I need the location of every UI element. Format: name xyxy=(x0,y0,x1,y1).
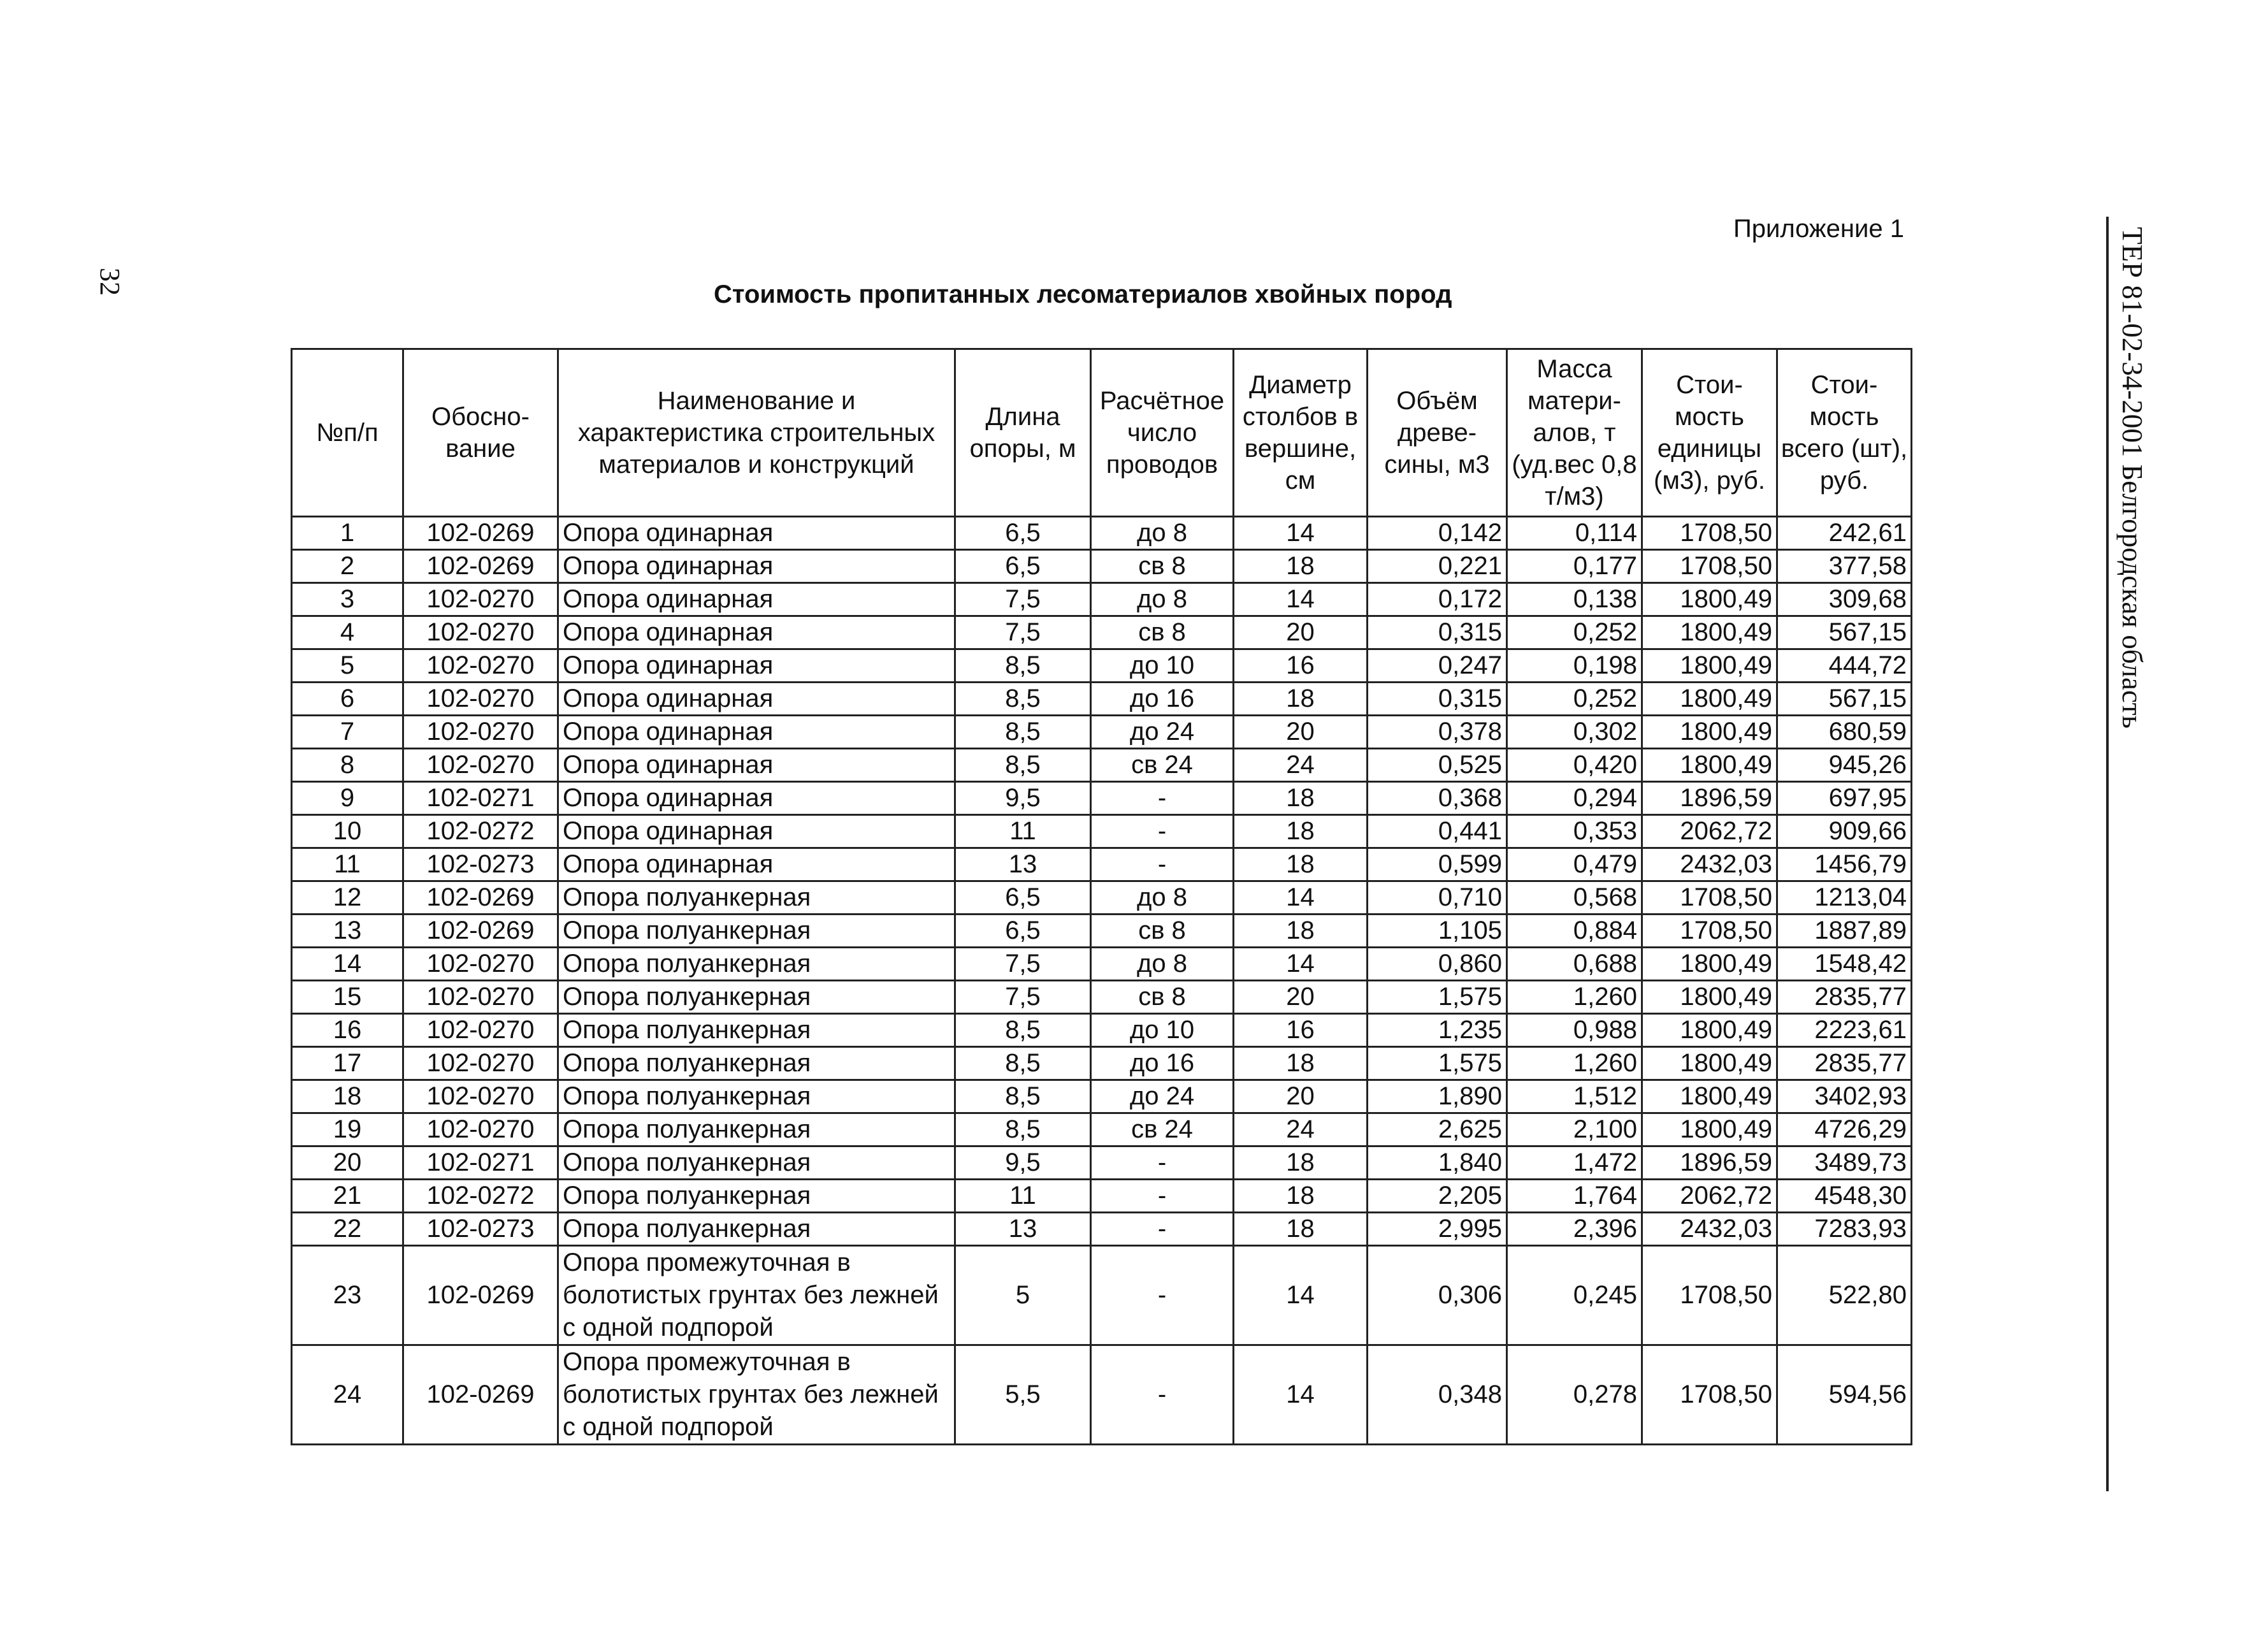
cell-basis: 102-0270 xyxy=(403,649,558,683)
cell-total-cost: 567,15 xyxy=(1777,683,1912,716)
cell-volume: 0,348 xyxy=(1368,1345,1507,1445)
header-num: №п/п xyxy=(292,349,403,517)
table-row xyxy=(292,1180,1912,1213)
cell-wires: - xyxy=(1091,1345,1234,1445)
cell-mass: 1,260 xyxy=(1507,981,1642,1014)
cell-basis: 102-0270 xyxy=(403,1113,558,1146)
cell-length: 8,5 xyxy=(955,1047,1091,1080)
cell-unit-cost: 1800,49 xyxy=(1642,1014,1777,1047)
cell-basis: 102-0271 xyxy=(403,782,558,815)
cell-volume: 0,172 xyxy=(1368,583,1507,616)
cell-unit-cost: 1800,49 xyxy=(1642,583,1777,616)
cell-wires: - xyxy=(1091,782,1234,815)
table-row xyxy=(292,683,1912,716)
cell-length: 6,5 xyxy=(955,881,1091,915)
cell-basis: 102-0270 xyxy=(403,583,558,616)
cell-total-cost: 594,56 xyxy=(1777,1345,1912,1445)
cell-name: Опора одинарная xyxy=(558,848,955,881)
cell-mass: 0,884 xyxy=(1507,915,1642,948)
cell-total-cost: 242,61 xyxy=(1777,517,1912,550)
cell-unit-cost: 1896,59 xyxy=(1642,782,1777,815)
cell-diameter: 18 xyxy=(1234,1146,1368,1180)
cell-num: 4 xyxy=(292,616,403,649)
cell-mass: 2,396 xyxy=(1507,1213,1642,1246)
cell-total-cost: 1456,79 xyxy=(1777,848,1912,881)
cell-length: 8,5 xyxy=(955,1113,1091,1146)
cell-diameter: 20 xyxy=(1234,616,1368,649)
cell-num: 13 xyxy=(292,915,403,948)
cell-total-cost: 697,95 xyxy=(1777,782,1912,815)
cell-total-cost: 7283,93 xyxy=(1777,1213,1912,1246)
cell-unit-cost: 1800,49 xyxy=(1642,716,1777,749)
cell-wires: св 8 xyxy=(1091,616,1234,649)
cell-name: Опора полуанкерная xyxy=(558,1113,955,1146)
header-diameter: Диаметр столбов в вершине, см xyxy=(1234,349,1368,517)
cell-total-cost: 2835,77 xyxy=(1777,1047,1912,1080)
cell-basis: 102-0273 xyxy=(403,848,558,881)
cell-unit-cost: 2062,72 xyxy=(1642,1180,1777,1213)
cell-name: Опора одинарная xyxy=(558,649,955,683)
table-row xyxy=(292,1246,1912,1345)
cell-volume: 0,441 xyxy=(1368,815,1507,848)
cell-length: 7,5 xyxy=(955,616,1091,649)
table-row xyxy=(292,1014,1912,1047)
cell-num: 14 xyxy=(292,948,403,981)
cell-basis: 102-0269 xyxy=(403,1345,558,1445)
cell-diameter: 18 xyxy=(1234,815,1368,848)
cell-wires: - xyxy=(1091,1146,1234,1180)
cell-num: 17 xyxy=(292,1047,403,1080)
header-unit-cost: Стои-мость единицы (м3), руб. xyxy=(1642,349,1777,517)
table-row xyxy=(292,948,1912,981)
cell-wires: - xyxy=(1091,1246,1234,1345)
table-row xyxy=(292,848,1912,881)
cell-wires: св 24 xyxy=(1091,749,1234,782)
table-row xyxy=(292,1146,1912,1180)
cell-unit-cost: 1708,50 xyxy=(1642,915,1777,948)
cell-unit-cost: 1708,50 xyxy=(1642,881,1777,915)
cell-length: 8,5 xyxy=(955,1014,1091,1047)
cell-diameter: 14 xyxy=(1234,948,1368,981)
cell-unit-cost: 2432,03 xyxy=(1642,1213,1777,1246)
cell-total-cost: 567,15 xyxy=(1777,616,1912,649)
cell-name: Опора одинарная xyxy=(558,583,955,616)
cell-total-cost: 3489,73 xyxy=(1777,1146,1912,1180)
cell-volume: 2,205 xyxy=(1368,1180,1507,1213)
cell-basis: 102-0270 xyxy=(403,1014,558,1047)
cell-unit-cost: 1708,50 xyxy=(1642,550,1777,583)
cell-wires: св 24 xyxy=(1091,1113,1234,1146)
cell-name: Опора промежуточная в болотистых грунтах без лежней с одной подпорой xyxy=(558,1345,955,1445)
table-row xyxy=(292,749,1912,782)
cell-name: Опора одинарная xyxy=(558,683,955,716)
cell-unit-cost: 1800,49 xyxy=(1642,1047,1777,1080)
cell-mass: 0,177 xyxy=(1507,550,1642,583)
table-row xyxy=(292,550,1912,583)
cell-wires: до 8 xyxy=(1091,948,1234,981)
cell-num: 7 xyxy=(292,716,403,749)
table-row xyxy=(292,616,1912,649)
cell-mass: 0,688 xyxy=(1507,948,1642,981)
cell-name: Опора одинарная xyxy=(558,716,955,749)
cell-num: 21 xyxy=(292,1180,403,1213)
cell-mass: 0,353 xyxy=(1507,815,1642,848)
cell-mass: 0,198 xyxy=(1507,649,1642,683)
cell-basis: 102-0269 xyxy=(403,1246,558,1345)
cell-basis: 102-0272 xyxy=(403,815,558,848)
cell-diameter: 24 xyxy=(1234,1113,1368,1146)
cell-wires: до 24 xyxy=(1091,716,1234,749)
cell-basis: 102-0270 xyxy=(403,981,558,1014)
cell-unit-cost: 1800,49 xyxy=(1642,683,1777,716)
cell-total-cost: 4726,29 xyxy=(1777,1113,1912,1146)
cell-diameter: 24 xyxy=(1234,749,1368,782)
cell-unit-cost: 1708,50 xyxy=(1642,1246,1777,1345)
cell-name: Опора одинарная xyxy=(558,550,955,583)
table-row xyxy=(292,1113,1912,1146)
cell-wires: св 8 xyxy=(1091,981,1234,1014)
cell-basis: 102-0269 xyxy=(403,550,558,583)
cell-volume: 0,315 xyxy=(1368,683,1507,716)
cell-volume: 2,995 xyxy=(1368,1213,1507,1246)
cell-name: Опора одинарная xyxy=(558,616,955,649)
cell-unit-cost: 1896,59 xyxy=(1642,1146,1777,1180)
cell-volume: 1,105 xyxy=(1368,915,1507,948)
cell-wires: - xyxy=(1091,848,1234,881)
cell-basis: 102-0270 xyxy=(403,1047,558,1080)
cell-num: 19 xyxy=(292,1113,403,1146)
cell-mass: 1,512 xyxy=(1507,1080,1642,1113)
cell-diameter: 18 xyxy=(1234,683,1368,716)
cell-wires: - xyxy=(1091,1180,1234,1213)
cell-mass: 0,138 xyxy=(1507,583,1642,616)
cell-volume: 0,142 xyxy=(1368,517,1507,550)
cell-volume: 0,221 xyxy=(1368,550,1507,583)
cell-total-cost: 1213,04 xyxy=(1777,881,1912,915)
cell-diameter: 20 xyxy=(1234,716,1368,749)
cell-basis: 102-0271 xyxy=(403,1146,558,1180)
header-volume: Объём древе-сины, м3 xyxy=(1368,349,1507,517)
cell-total-cost: 945,26 xyxy=(1777,749,1912,782)
cell-name: Опора полуанкерная xyxy=(558,1047,955,1080)
cell-mass: 0,252 xyxy=(1507,683,1642,716)
cell-diameter: 18 xyxy=(1234,782,1368,815)
table-row xyxy=(292,815,1912,848)
table-row xyxy=(292,1213,1912,1246)
cell-diameter: 14 xyxy=(1234,1246,1368,1345)
cell-total-cost: 377,58 xyxy=(1777,550,1912,583)
cell-total-cost: 3402,93 xyxy=(1777,1080,1912,1113)
cell-num: 12 xyxy=(292,881,403,915)
header-mass: Масса матери-алов, т (уд.вес 0,8 т/м3) xyxy=(1507,349,1642,517)
cell-diameter: 18 xyxy=(1234,1213,1368,1246)
cell-length: 13 xyxy=(955,1213,1091,1246)
price-table xyxy=(291,348,1912,1445)
cell-name: Опора полуанкерная xyxy=(558,1080,955,1113)
cell-wires: - xyxy=(1091,1213,1234,1246)
cell-num: 18 xyxy=(292,1080,403,1113)
cell-total-cost: 2835,77 xyxy=(1777,981,1912,1014)
cell-length: 6,5 xyxy=(955,517,1091,550)
cell-unit-cost: 2432,03 xyxy=(1642,848,1777,881)
cell-num: 23 xyxy=(292,1246,403,1345)
cell-volume: 0,710 xyxy=(1368,881,1507,915)
cell-name: Опора полуанкерная xyxy=(558,1213,955,1246)
cell-unit-cost: 2062,72 xyxy=(1642,815,1777,848)
cell-diameter: 16 xyxy=(1234,649,1368,683)
cell-basis: 102-0273 xyxy=(403,1213,558,1246)
cell-length: 7,5 xyxy=(955,583,1091,616)
cell-length: 11 xyxy=(955,1180,1091,1213)
cell-mass: 0,278 xyxy=(1507,1345,1642,1445)
header-basis: Обосно-вание xyxy=(403,349,558,517)
cell-length: 8,5 xyxy=(955,1080,1091,1113)
cell-diameter: 14 xyxy=(1234,517,1368,550)
cell-volume: 0,306 xyxy=(1368,1246,1507,1345)
cell-mass: 1,472 xyxy=(1507,1146,1642,1180)
cell-diameter: 16 xyxy=(1234,1014,1368,1047)
cell-mass: 0,114 xyxy=(1507,517,1642,550)
cell-total-cost: 1548,42 xyxy=(1777,948,1912,981)
cell-num: 20 xyxy=(292,1146,403,1180)
cell-basis: 102-0270 xyxy=(403,1080,558,1113)
cell-wires: до 16 xyxy=(1091,1047,1234,1080)
table-row xyxy=(292,649,1912,683)
cell-diameter: 14 xyxy=(1234,583,1368,616)
cell-length: 8,5 xyxy=(955,716,1091,749)
cell-diameter: 18 xyxy=(1234,915,1368,948)
cell-name: Опора полуанкерная xyxy=(558,915,955,948)
cell-basis: 102-0270 xyxy=(403,948,558,981)
document-code: ТЕР 81-02-34-2001 Белгородская область xyxy=(2116,227,2148,729)
cell-length: 9,5 xyxy=(955,782,1091,815)
cell-name: Опора одинарная xyxy=(558,517,955,550)
cell-basis: 102-0269 xyxy=(403,881,558,915)
cell-volume: 1,235 xyxy=(1368,1014,1507,1047)
table-row xyxy=(292,1345,1912,1445)
cell-num: 8 xyxy=(292,749,403,782)
cell-name: Опора полуанкерная xyxy=(558,881,955,915)
table-row xyxy=(292,1080,1912,1113)
cell-num: 11 xyxy=(292,848,403,881)
cell-length: 5 xyxy=(955,1246,1091,1345)
cell-wires: св 8 xyxy=(1091,915,1234,948)
cell-length: 7,5 xyxy=(955,981,1091,1014)
cell-num: 6 xyxy=(292,683,403,716)
cell-num: 5 xyxy=(292,649,403,683)
table-row xyxy=(292,881,1912,915)
cell-mass: 0,420 xyxy=(1507,749,1642,782)
cell-diameter: 14 xyxy=(1234,1345,1368,1445)
cell-diameter: 18 xyxy=(1234,1047,1368,1080)
cell-name: Опора полуанкерная xyxy=(558,1146,955,1180)
cell-volume: 0,525 xyxy=(1368,749,1507,782)
table-row xyxy=(292,1047,1912,1080)
cell-length: 8,5 xyxy=(955,683,1091,716)
table-row xyxy=(292,517,1912,550)
cell-unit-cost: 1800,49 xyxy=(1642,616,1777,649)
cell-mass: 0,479 xyxy=(1507,848,1642,881)
cell-volume: 0,247 xyxy=(1368,649,1507,683)
cell-volume: 0,368 xyxy=(1368,782,1507,815)
cell-diameter: 14 xyxy=(1234,881,1368,915)
cell-num: 2 xyxy=(292,550,403,583)
cell-wires: до 10 xyxy=(1091,1014,1234,1047)
cell-total-cost: 4548,30 xyxy=(1777,1180,1912,1213)
side-divider-line xyxy=(2106,217,2109,1491)
cell-diameter: 20 xyxy=(1234,981,1368,1014)
cell-unit-cost: 1708,50 xyxy=(1642,517,1777,550)
cell-name: Опора одинарная xyxy=(558,782,955,815)
cell-length: 11 xyxy=(955,815,1091,848)
cell-wires: до 8 xyxy=(1091,583,1234,616)
cell-length: 6,5 xyxy=(955,915,1091,948)
cell-wires: - xyxy=(1091,815,1234,848)
cell-diameter: 18 xyxy=(1234,848,1368,881)
page-number: 32 xyxy=(94,268,126,296)
table-row xyxy=(292,716,1912,749)
cell-basis: 102-0269 xyxy=(403,915,558,948)
cell-volume: 2,625 xyxy=(1368,1113,1507,1146)
appendix-label: Приложение 1 xyxy=(1733,215,1904,243)
cell-length: 13 xyxy=(955,848,1091,881)
header-total-cost: Стои-мость всего (шт), руб. xyxy=(1777,349,1912,517)
cell-mass: 0,294 xyxy=(1507,782,1642,815)
cell-name: Опора полуанкерная xyxy=(558,981,955,1014)
cell-total-cost: 2223,61 xyxy=(1777,1014,1912,1047)
cell-length: 9,5 xyxy=(955,1146,1091,1180)
cell-mass: 0,988 xyxy=(1507,1014,1642,1047)
cell-total-cost: 680,59 xyxy=(1777,716,1912,749)
cell-mass: 0,252 xyxy=(1507,616,1642,649)
header-name: Наименование и характеристика строительных материалов и конструкций xyxy=(558,349,955,517)
cell-unit-cost: 1708,50 xyxy=(1642,1345,1777,1445)
cell-num: 1 xyxy=(292,517,403,550)
cell-num: 16 xyxy=(292,1014,403,1047)
cell-volume: 0,599 xyxy=(1368,848,1507,881)
table-row xyxy=(292,782,1912,815)
cell-length: 8,5 xyxy=(955,749,1091,782)
cell-length: 7,5 xyxy=(955,948,1091,981)
cell-wires: до 10 xyxy=(1091,649,1234,683)
cell-basis: 102-0269 xyxy=(403,517,558,550)
table-row xyxy=(292,981,1912,1014)
cell-wires: до 8 xyxy=(1091,881,1234,915)
cell-unit-cost: 1800,49 xyxy=(1642,981,1777,1014)
cell-mass: 0,568 xyxy=(1507,881,1642,915)
cell-volume: 0,860 xyxy=(1368,948,1507,981)
cell-unit-cost: 1800,49 xyxy=(1642,649,1777,683)
cell-name: Опора промежуточная в болотистых грунтах без лежней с одной подпорой xyxy=(558,1246,955,1345)
cell-mass: 0,302 xyxy=(1507,716,1642,749)
cell-num: 22 xyxy=(292,1213,403,1246)
cell-basis: 102-0270 xyxy=(403,616,558,649)
cell-num: 24 xyxy=(292,1345,403,1445)
cell-volume: 1,840 xyxy=(1368,1146,1507,1180)
header-length: Длина опоры, м xyxy=(955,349,1091,517)
cell-num: 10 xyxy=(292,815,403,848)
cell-name: Опора полуанкерная xyxy=(558,948,955,981)
cell-volume: 1,575 xyxy=(1368,1047,1507,1080)
cell-unit-cost: 1800,49 xyxy=(1642,948,1777,981)
cell-wires: до 24 xyxy=(1091,1080,1234,1113)
cell-num: 9 xyxy=(292,782,403,815)
table-row xyxy=(292,915,1912,948)
cell-total-cost: 444,72 xyxy=(1777,649,1912,683)
cell-name: Опора одинарная xyxy=(558,815,955,848)
cell-unit-cost: 1800,49 xyxy=(1642,749,1777,782)
cell-unit-cost: 1800,49 xyxy=(1642,1080,1777,1113)
cell-length: 6,5 xyxy=(955,550,1091,583)
page-title: Стоимость пропитанных лесоматериалов хвойных пород xyxy=(714,280,1452,308)
cell-volume: 1,575 xyxy=(1368,981,1507,1014)
cell-volume: 0,315 xyxy=(1368,616,1507,649)
cell-name: Опора полуанкерная xyxy=(558,1014,955,1047)
cell-wires: до 8 xyxy=(1091,517,1234,550)
table-row xyxy=(292,583,1912,616)
cell-wires: св 8 xyxy=(1091,550,1234,583)
cell-volume: 1,890 xyxy=(1368,1080,1507,1113)
cell-diameter: 20 xyxy=(1234,1080,1368,1113)
cell-total-cost: 1887,89 xyxy=(1777,915,1912,948)
cell-diameter: 18 xyxy=(1234,550,1368,583)
cell-mass: 2,100 xyxy=(1507,1113,1642,1146)
cell-mass: 1,764 xyxy=(1507,1180,1642,1213)
cell-basis: 102-0270 xyxy=(403,749,558,782)
header-wires: Расчётное число проводов xyxy=(1091,349,1234,517)
cell-length: 8,5 xyxy=(955,649,1091,683)
cell-unit-cost: 1800,49 xyxy=(1642,1113,1777,1146)
cell-diameter: 18 xyxy=(1234,1180,1368,1213)
cell-wires: до 16 xyxy=(1091,683,1234,716)
cell-length: 5,5 xyxy=(955,1345,1091,1445)
table-header-row xyxy=(292,349,1912,517)
cell-basis: 102-0272 xyxy=(403,1180,558,1213)
cell-mass: 1,260 xyxy=(1507,1047,1642,1080)
cell-basis: 102-0270 xyxy=(403,683,558,716)
cell-name: Опора полуанкерная xyxy=(558,1180,955,1213)
cell-total-cost: 522,80 xyxy=(1777,1246,1912,1345)
cell-basis: 102-0270 xyxy=(403,716,558,749)
cell-mass: 0,245 xyxy=(1507,1246,1642,1345)
cell-total-cost: 909,66 xyxy=(1777,815,1912,848)
cell-name: Опора одинарная xyxy=(558,749,955,782)
cell-num: 15 xyxy=(292,981,403,1014)
cell-num: 3 xyxy=(292,583,403,616)
cell-total-cost: 309,68 xyxy=(1777,583,1912,616)
cell-volume: 0,378 xyxy=(1368,716,1507,749)
